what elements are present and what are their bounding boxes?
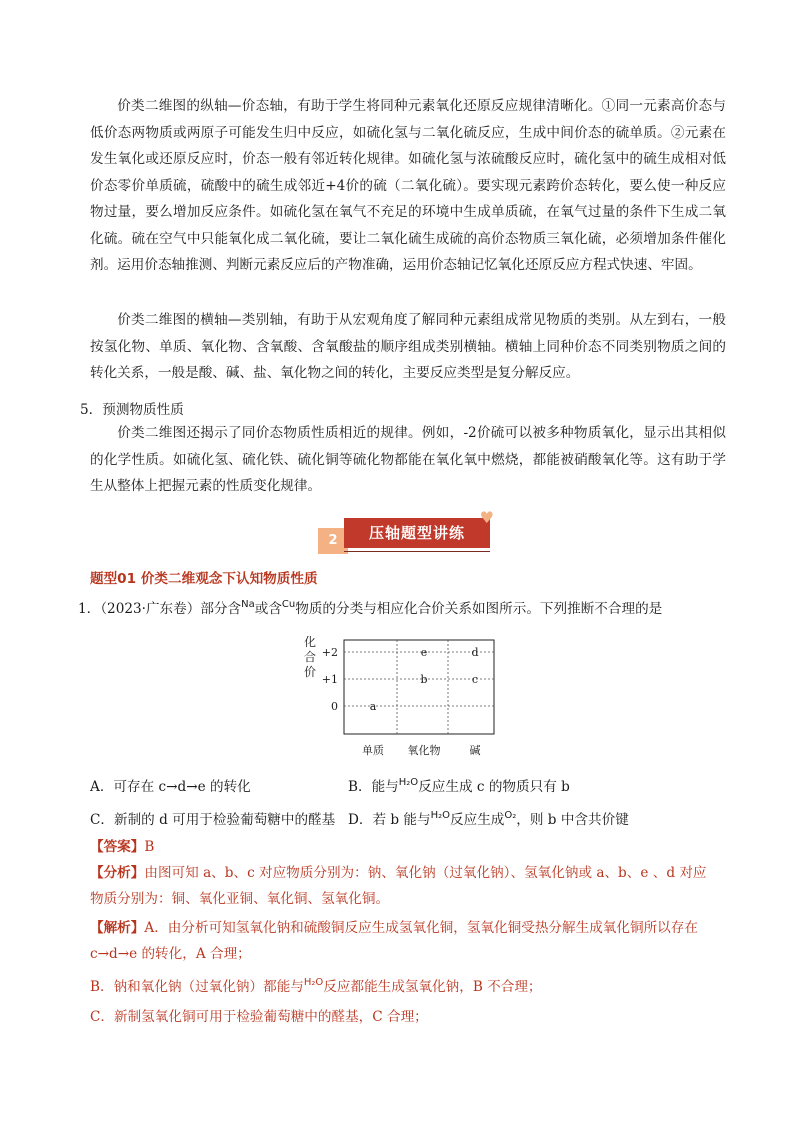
formula-na: Na <box>241 599 255 610</box>
y-tick-labels <box>322 646 338 713</box>
x-tick-label: 单质 <box>362 744 384 757</box>
paragraph-category-axis: 价类二维图的横轴—类别轴，有助于从宏观角度了解同种元素组成常见物质的类别。从左到右，一般按氢化物、单质、氧化物、含氧酸、含氧酸盐的顺序组成类别横轴。横轴上同种价态不同类别物质之间的转化关系，一般是酸、碱、盐、氧化物之间的转化，主要反应类型是复分解反应。 <box>90 312 726 381</box>
question-number: 1． <box>78 601 101 617</box>
solution-line-1 <box>90 916 698 936</box>
section-title: 题型01 价类二维观念下认知物质性质 <box>90 571 318 587</box>
data-point-c: c <box>471 673 479 686</box>
option-d <box>348 808 629 828</box>
heart-icon: ♥ <box>479 508 494 527</box>
solution-label: 【解析】 <box>90 920 145 936</box>
banner-number: 2 <box>318 528 348 554</box>
question-text-b: 或含 <box>254 601 282 617</box>
formula-cu: Cu <box>281 599 296 610</box>
y-axis-label-char-3: 价 <box>304 665 317 679</box>
option-c: C．新制的 d 可用于检验葡萄糖中的醛基 <box>90 812 336 828</box>
valence-category-chart <box>296 632 496 762</box>
question-source: （2023·广东卷） <box>100 601 201 617</box>
paragraph-predict-properties: 价类二维图还揭示了同价态物质性质相近的规律。例如，-2价硫可以被多种物质氧化，显示出其相似的化学性质。如硫化氢、硫化铁、硫化铜等硫化物都能在氧化氧中燃烧，都能被硝酸氧化等。这有助于学生从整体上把握元素的性质变化规律。 <box>90 425 726 494</box>
data-point-b: b <box>420 673 428 686</box>
analysis-text-1: 由图可知 a、b、c 对应物质分别为：钠、氧化钠（过氧化钠）、氢氧化钠或 a、b、e 、d 对应 <box>144 865 707 881</box>
analysis-line-1 <box>90 861 707 881</box>
y-tick-label: +2 <box>321 646 338 659</box>
option-d-mid: 反应生成 <box>450 812 505 828</box>
solution-b-post: 反应都能生成氢氧化钠，B 不合理； <box>323 979 542 995</box>
answer-label: 【答案】 <box>90 839 145 855</box>
x-tick-labels <box>362 743 481 757</box>
solution-line-3 <box>90 975 542 995</box>
formula-o2: O₂ <box>504 810 517 821</box>
question-text-a: 部分含 <box>200 601 242 617</box>
analysis-line-2: 物质分别为：铜、氧化亚铜、氧化铜、氢氧化铜。 <box>90 891 390 907</box>
analysis-label: 【分析】 <box>90 865 145 881</box>
y-axis-label-char-2: 合 <box>304 650 317 664</box>
answer-line <box>90 835 154 855</box>
formula-h2o: H₂O <box>303 977 324 988</box>
data-point-a: a <box>369 700 377 713</box>
section-banner <box>318 508 494 554</box>
option-d-pre: D．若 b 能与 <box>348 812 431 828</box>
data-point-d: d <box>471 646 479 659</box>
data-point-labels <box>370 646 479 713</box>
answer-value: B <box>144 839 155 855</box>
formula-h2o: H₂O <box>430 810 451 821</box>
banner-underline <box>344 551 490 552</box>
option-b-pre: B．能与 <box>348 779 399 795</box>
solution-b-pre: B．钠和氧化钠（过氧化钠）都能与 <box>90 979 304 995</box>
y-tick-label: +1 <box>321 673 338 686</box>
paragraph-valence-axis: 价类二维图的纵轴—价态轴，有助于学生将同种元素氧化还原反应规律清晰化。①同一元素高价态与低价态两物质或两原子可能发生归中反应，如硫化氢与二氧化硫反应，生成中间价态的硫单质。②元素在发生氧化或还原反应时，价态一般有邻近转化规律。如硫化氢与浓硫酸反应时，硫化氢中的硫生成相对低价态零价单质硫，硫酸中的硫生成邻近+4价的硫（二氧化硫）。要实现元素跨价态转化，要么使一种反应物过量，要么增加反应条件。如硫化氢在氧气不充足的环境中生成单质硫，在氧气过量的条件下生成二氧化硫。硫在空气中只能氧化成二氧化硫，要让二氧化硫生成硫的高价态物质三氧化硫，必须增加条件催化剂。运用价态轴推测、判断元素反应后的产物准确，运用价态轴记忆氧化还原反应方程式快速、牢固。 <box>90 98 726 273</box>
solution-a-1: A．由分析可知氢氧化钠和硫酸铜反应生成氢氧化铜，氢氧化铜受热分解生成氧化铜所以存在 <box>144 920 698 936</box>
solution-line-2: c→d→e 的转化，A 合理； <box>90 946 251 962</box>
formula-h2o: H₂O <box>398 777 419 788</box>
y-tick-label: 0 <box>331 700 338 713</box>
question-text-c: 物质的分类与相应化合价关系如图所示。下列推断不合理的是 <box>295 601 663 617</box>
x-tick-label: 碱 <box>469 744 481 757</box>
option-b-post: 反应生成 c 的物质只有 b <box>418 779 570 795</box>
x-tick-label: 氧化物 <box>407 744 441 757</box>
solution-line-4: C．新制氢氧化铜可用于检验葡萄糖中的醛基，C 合理； <box>90 1009 428 1025</box>
data-point-e: e <box>420 646 428 659</box>
option-a: A．可存在 c→d→e 的转化 <box>90 779 251 795</box>
option-b <box>348 775 570 795</box>
banner-title: 压轴题型讲练 <box>344 518 490 548</box>
item-5-title: 5．预测物质性质 <box>80 402 184 418</box>
y-axis-label-char-1: 化 <box>304 635 317 649</box>
option-d-post: ，则 b 中含共价键 <box>516 812 629 828</box>
y-axis-label <box>304 635 316 679</box>
question-stem <box>78 597 662 617</box>
